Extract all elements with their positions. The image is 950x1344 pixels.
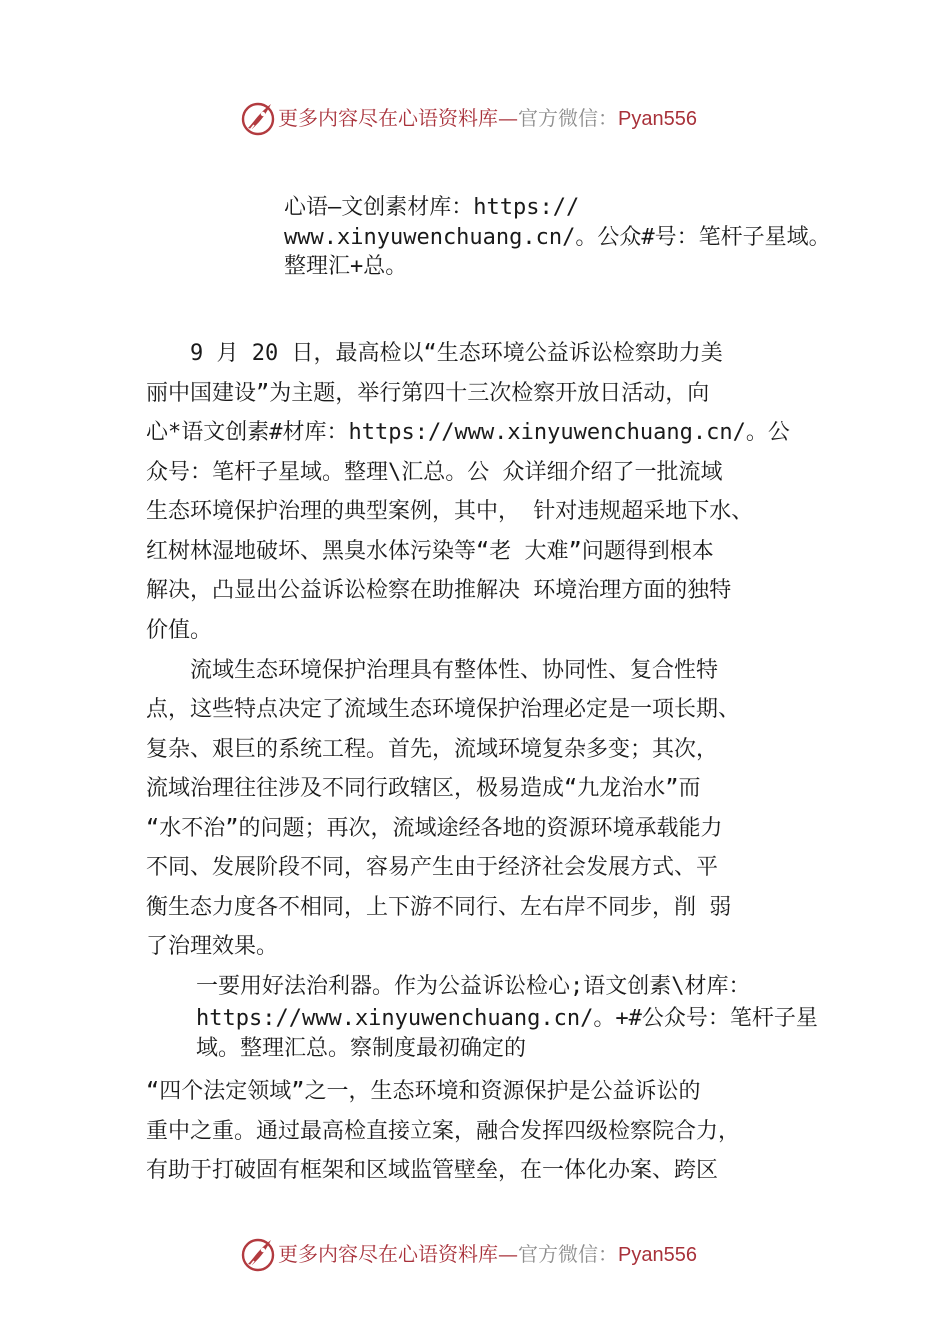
banner-text [278,102,697,135]
banner-wechat-label: 官方微信： [518,1242,618,1266]
body-line: 不同、发展阶段不同，容易产生由于经济社会发展方式、平 [146,855,719,880]
body-line: 点，这些特点决定了流域生态环境保护治理必定是一项长期、 [146,697,741,722]
body-line: 红树林湿地破坏、黑臭水体污染等“老 大难”问题得到根本 [146,539,714,564]
inset-line: 域。整理汇总。察制度最初确定的 [196,1036,527,1061]
body-line: 生态环境保护治理的典型案例，其中， 针对违规超采地下水、 [146,499,754,524]
pen-logo-icon [238,98,278,138]
footer-banner [0,1232,950,1276]
body-line: 流域生态环境保护治理具有整体性、协同性、复合性特 [146,658,719,683]
inset-line: 一要用好法治利器。作为公益诉讼检心;语文创素\材库： [196,974,751,999]
body-line: 9 月 20 日，最高检以“生态环境公益诉讼检察助力美 [146,341,723,366]
intro-line: 整理汇+总。 [284,254,408,279]
banner-text [278,1238,697,1271]
intro-line: www.xinyuwenchuang.cn/。公众#号：笔杆子星域。 [284,225,831,250]
body-line: 丽中国建设”为主题，举行第四十三次检察开放日活动，向 [146,381,710,406]
banner-account: Pyan556 [618,108,697,130]
banner-slogan: 更多内容尽在心语资料库— [278,106,518,130]
body-line: 解决，凸显出公益诉讼检察在助推解决 环境治理方面的独特 [146,578,732,603]
body-line: 流域治理往往涉及不同行政辖区，极易造成“九龙治水”而 [146,776,701,801]
body-line: 众号：笔杆子星域。整理\汇总。公 众详细介绍了一批流域 [146,460,723,485]
body-line: “水不治”的问题；再次，流域途经各地的资源环境承载能力 [146,816,723,841]
body-line: 心*语文创素#材库：https://www.xinyuwenchuang.cn/。公 [146,420,790,445]
banner-account: Pyan556 [618,1244,697,1266]
intro-line: 心语—文创素材库：https:// [284,195,580,220]
body-line: 重中之重。通过最高检直接立案，融合发挥四级检察院合力， [146,1119,741,1144]
banner-slogan: 更多内容尽在心语资料库— [278,1242,518,1266]
body-line: “四个法定领域”之一，生态环境和资源保护是公益诉讼的 [146,1079,701,1104]
header-banner [0,96,950,140]
banner-wechat-label: 官方微信： [518,106,618,130]
inset-line: https://www.xinyuwenchuang.cn/。+#公众号：笔杆子星 [196,1006,818,1031]
body-line: 价值。 [146,618,213,643]
pen-logo-icon [238,1234,278,1274]
body-line: 了治理效果。 [146,934,279,959]
body-line: 衡生态力度各不相同，上下游不同行、左右岸不同步，削 弱 [146,895,732,920]
body-line: 有助于打破固有框架和区域监管壁垒，在一体化办案、跨区 [146,1158,719,1183]
body-line: 复杂、艰巨的系统工程。首先，流域环境复杂多变；其次， [146,737,719,762]
